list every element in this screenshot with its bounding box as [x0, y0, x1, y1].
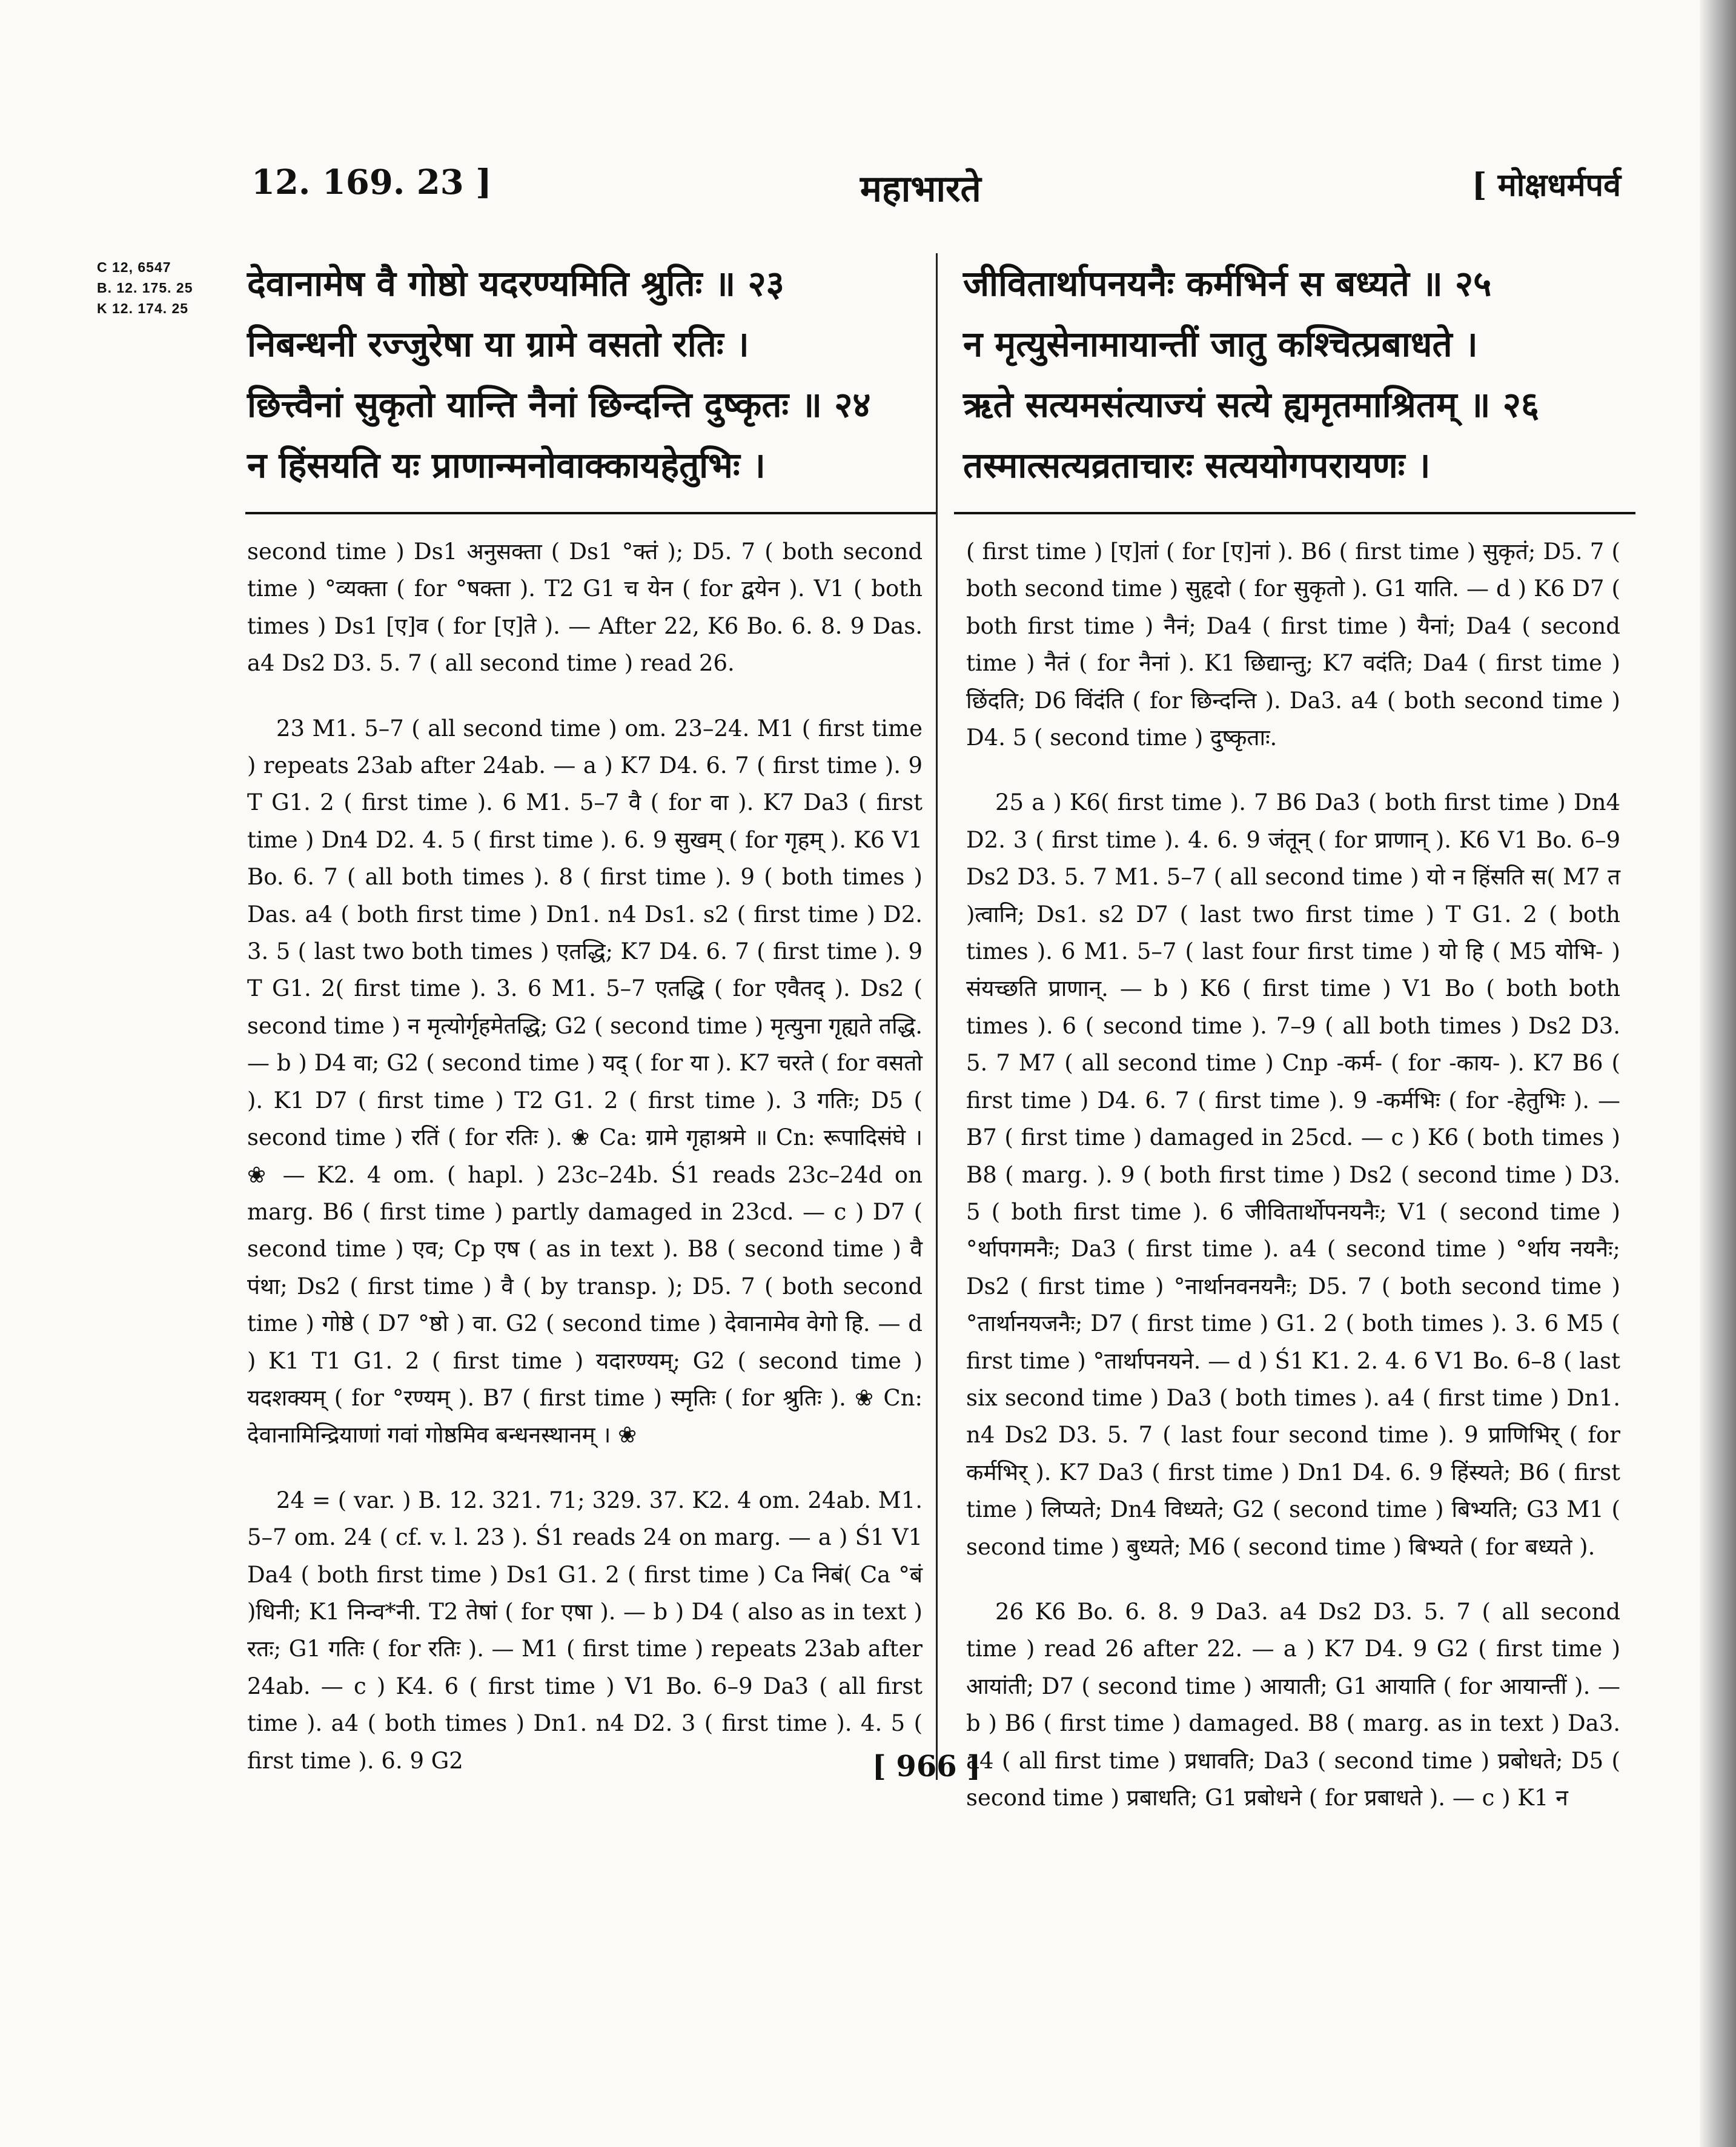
critical-apparatus-right: [966, 533, 1620, 1844]
apparatus-paragraph: 25 a ) K6( first time ). 7 B6 Da3 ( both first time ) Dn4 D2. 3 ( first time ). 4. 6. 9 जंतून् ( for प्राणान् ). K6 V1 Bo. 6–9 Ds2 D3. 5. 7 M1. 5–7 ( all second time ) यो न हिंसति स( M7 त )त्वानि; Ds1. s2 D7 ( last two first time ) T G1. 2 ( both times ). 6 M1. 5–7 ( last four first time ) यो हि ( M5 योभि- ) संयच्छति प्राणान्. — b ) K6 ( first time ) V1 Bo ( both both times ). 6 ( second time ). 7–9 ( all both times ) Ds2 D3. 5. 7 M7 ( all second time ) Cnp -कर्म- ( for -काय- ). K7 B6 ( first time ) D4. 6. 7 ( first time ). 9 -कर्मभिः ( for -हेतुभिः ). — B7 ( first time ) damaged in 25cd. — c ) K6 ( both times ) B8 ( marg. ). 9 ( both first time ) Ds2 ( second time ) D3. 5 ( both first time ). 6 जीवितार्थोपनयनैः; V1 ( second time ) °र्थापगमनैः; Da3 ( first time ). a4 ( second time ) °र्थाय नयनैः; Ds2 ( first time ) °नार्थानवनयनैः; D5. 7 ( both second time ) °तार्थानयजनैः; D7 ( first time ) G1. 2 ( both times ). 3. 6 M5 ( first time ) °तार्थापनयने. — d ) Ś1 K1. 2. 4. 6 V1 Bo. 6–8 ( last six second time ) Da3 ( both times ). a4 ( first time ) Dn1. n4 Ds2 D3. 5. 7 ( last four second time ). 9 प्राणिभिर् ( for कर्मभिर् ). K7 Da3 ( first time ) Dn1 D4. 6. 9 हिंस्यते; B6 ( first time ) लिप्यते; Dn4 विध्यते; G2 ( second time ) बिभ्यति; G3 M1 ( second time ) बुध्यते; M6 ( second time ) बिभ्यते ( for बध्यते ).: [966, 789, 1620, 1560]
page-edge-shadow: [1700, 0, 1736, 2147]
apparatus-paragraph: 24 = ( var. ) B. 12. 321. 71; 329. 37. K2. 4 om. 24ab. M1. 5–7 om. 24 ( cf. v. l. 23 ). Ś1 reads 24 on marg. — a ) Ś1 V1 Da4 ( both first time ) Ds1 G1. 2 ( first time ) Ca निबं( Ca °बं )धिनी; K1 निन्व*नी. T2 तेषां ( for एषा ). — b ) D4 ( also as in text ) रतः; G1 गतिः ( for रतिः ). — M1 ( first time ) repeats 23ab after 24ab. — c ) K4. 6 ( first time ) V1 Bo. 6–9 Da3 ( all first time ). a4 ( both times ) Dn1. n4 D2. 3 ( first time ). 4. 5 ( first time ). 6. 9 G2: [247, 1487, 923, 1774]
running-header-title: महाभारते: [860, 168, 981, 210]
verse-line: जीवितार्थापनयनैः कर्मभिर्न स बध्यते ॥ २५: [963, 263, 1492, 304]
apparatus-paragraph: 23 M1. 5–7 ( all second time ) om. 23–24. M1 ( first time ) repeats 23ab after 24ab. — a ) K7 D4. 6. 7 ( first time ). 9 T G1. 2 ( first time ). 6 M1. 5–7 वै ( for वा ). K7 Da3 ( first time ) Dn4 D2. 4. 5 ( first time ). 6. 9 सुखम् ( for गृहम् ). K6 V1 Bo. 6. 7 ( all both times ). 8 ( first time ). 9 ( both times ) Das. a4 ( both first time ) Dn1. n4 Ds1. s2 ( first time ) D2. 3. 5 ( last two both times ) एतद्धि; K7 D4. 6. 7 ( first time ). 9 T G1. 2( first time ). 3. 6 M1. 5–7 एतद्धि ( for एवैतद् ). Ds2 ( second time ) न मृत्योर्गृहमेतद्धि; G2 ( second time ) मृत्युना गृह्यते तद्धि. — b ) D4 वा; G2 ( second time ) यद् ( for या ). K7 चरते ( for वसतो ). K1 D7 ( first time ) T2 G1. 2 ( first time ). 3 गतिः; D5 ( second time ) रतिं ( for रतिः ). ❀ Ca: ग्रामे गृहाश्रमे ॥ Cn: रूपादिसंघे । ❀ — K2. 4 om. ( hapl. ) 23c–24b. Ś1 reads 23c–24d on marg. B6 ( first time ) partly damaged in 23cd. — c ) D7 ( second time ) एव; Cp एष ( as in text ). B8 ( second time ) वै पंथा; Ds2 ( first time ) वै ( by transp. ); D5. 7 ( both second time ) गोष्ठे ( D7 °ष्ठो ) वा. G2 ( second time ) देवानामेव वेगो हि. — d ) K1 T1 G1. 2 ( first time ) यदारण्यम्; G2 ( second time ) यदशक्यम् ( for °रण्यम् ). B7 ( first time ) स्मृतिः ( for श्रुतिः ). ❀ Cn: देवानामिन्द्रियाणां गवां गोष्ठमिव बन्धनस्थानम् । ❀: [247, 715, 923, 1448]
running-header-section: [ मोक्षधर्मपर्व: [1471, 167, 1621, 204]
apparatus-paragraph: second time ) Ds1 अनुसक्ता ( Ds1 °क्तं ); D5. 7 ( both second time ) °व्यक्ता ( for °षक्ता ). T2 G1 च येन ( for द्वयेन ). V1 ( both times ) Ds1 [ए]व ( for [ए]ते ). — After 22, K6 Bo. 6. 8. 9 Das. a4 Ds2 D3. 5. 7 ( all second time ) read 26.: [247, 539, 923, 677]
verse-line: न मृत्युसेनामायान्तीं जातु कश्चित्प्रबाधते ।: [963, 324, 1478, 365]
apparatus-paragraph: 26 K6 Bo. 6. 8. 9 Da3. a4 Ds2 D3. 5. 7 ( all second time ) read 26 after 22. — a ) K7 D4. 9 G2 ( first time ) आयांती; D7 ( second time ) आयाती; G1 आयाति ( for आयान्तीं ). — b ) B6 ( first time ) damaged. B8 ( marg. as in text ) Da3. a4 ( all first time ) प्रधावति; Da3 ( second time ) प्रबोधते; D5 ( second time ) प्रबाधति; G1 प्रबोधने ( for प्रबाधते ). — c ) K1 न: [966, 1598, 1620, 1811]
verse-line: देवानामेष वै गोष्ठो यदरण्यमिति श्रुतिः ॥ २३: [247, 263, 784, 304]
verse-text-right: [963, 253, 1617, 496]
apparatus-paragraph: ( first time ) [ए]तां ( for [ए]नां ). B6 ( first time ) सुकृतं; D5. 7 ( both second time ) सुहृदो ( for सुकृतो ). G1 याति. — d ) K6 D7 ( both first time ) नैनं; Da4 ( first time ) यैनां; Da4 ( second time ) नैतं ( for नैनां ). K1 छिद्यान्तु; K7 वदंति; Da4 ( first time ) छिंदति; D6 विंदंति ( for छिन्दन्ति ). Da3. a4 ( both second time ) D4. 5 ( second time ) दुष्कृताः.: [966, 539, 1620, 751]
concordance-ref: C 12, 6547: [97, 259, 171, 275]
verse-text-left: [247, 253, 913, 496]
verse-line: तस्मात्सत्यव्रताचारः सत्ययोगपरायणः ।: [963, 445, 1431, 486]
critical-apparatus-left: [247, 533, 923, 1807]
concordance-ref: K 12. 174. 25: [97, 300, 189, 316]
verse-notes-separator-right: [954, 512, 1635, 514]
verse-line: न हिंसयति यः प्राणान्मनोवाक्कायहेतुभिः ।: [247, 445, 766, 486]
page-number: [ 966 ]: [872, 1750, 981, 1784]
verse-line: छित्त्वैनां सुकृतो यान्ति नैनां छिन्दन्ति दुष्कृतः ॥ २४: [247, 384, 871, 425]
running-header-reference: 12. 169. 23 ]: [251, 162, 492, 202]
concordance-references: [97, 257, 193, 319]
column-divider: [936, 253, 938, 1780]
verse-line: ऋते सत्यमसंत्याज्यं सत्ये ह्यमृतमाश्रितम् ॥ २६: [963, 384, 1540, 425]
verse-notes-separator-left: [245, 512, 936, 514]
concordance-ref: B. 12. 175. 25: [97, 280, 193, 296]
verse-line: निबन्धनी रज्जुरेषा या ग्रामे वसतो रतिः ।: [247, 324, 749, 365]
